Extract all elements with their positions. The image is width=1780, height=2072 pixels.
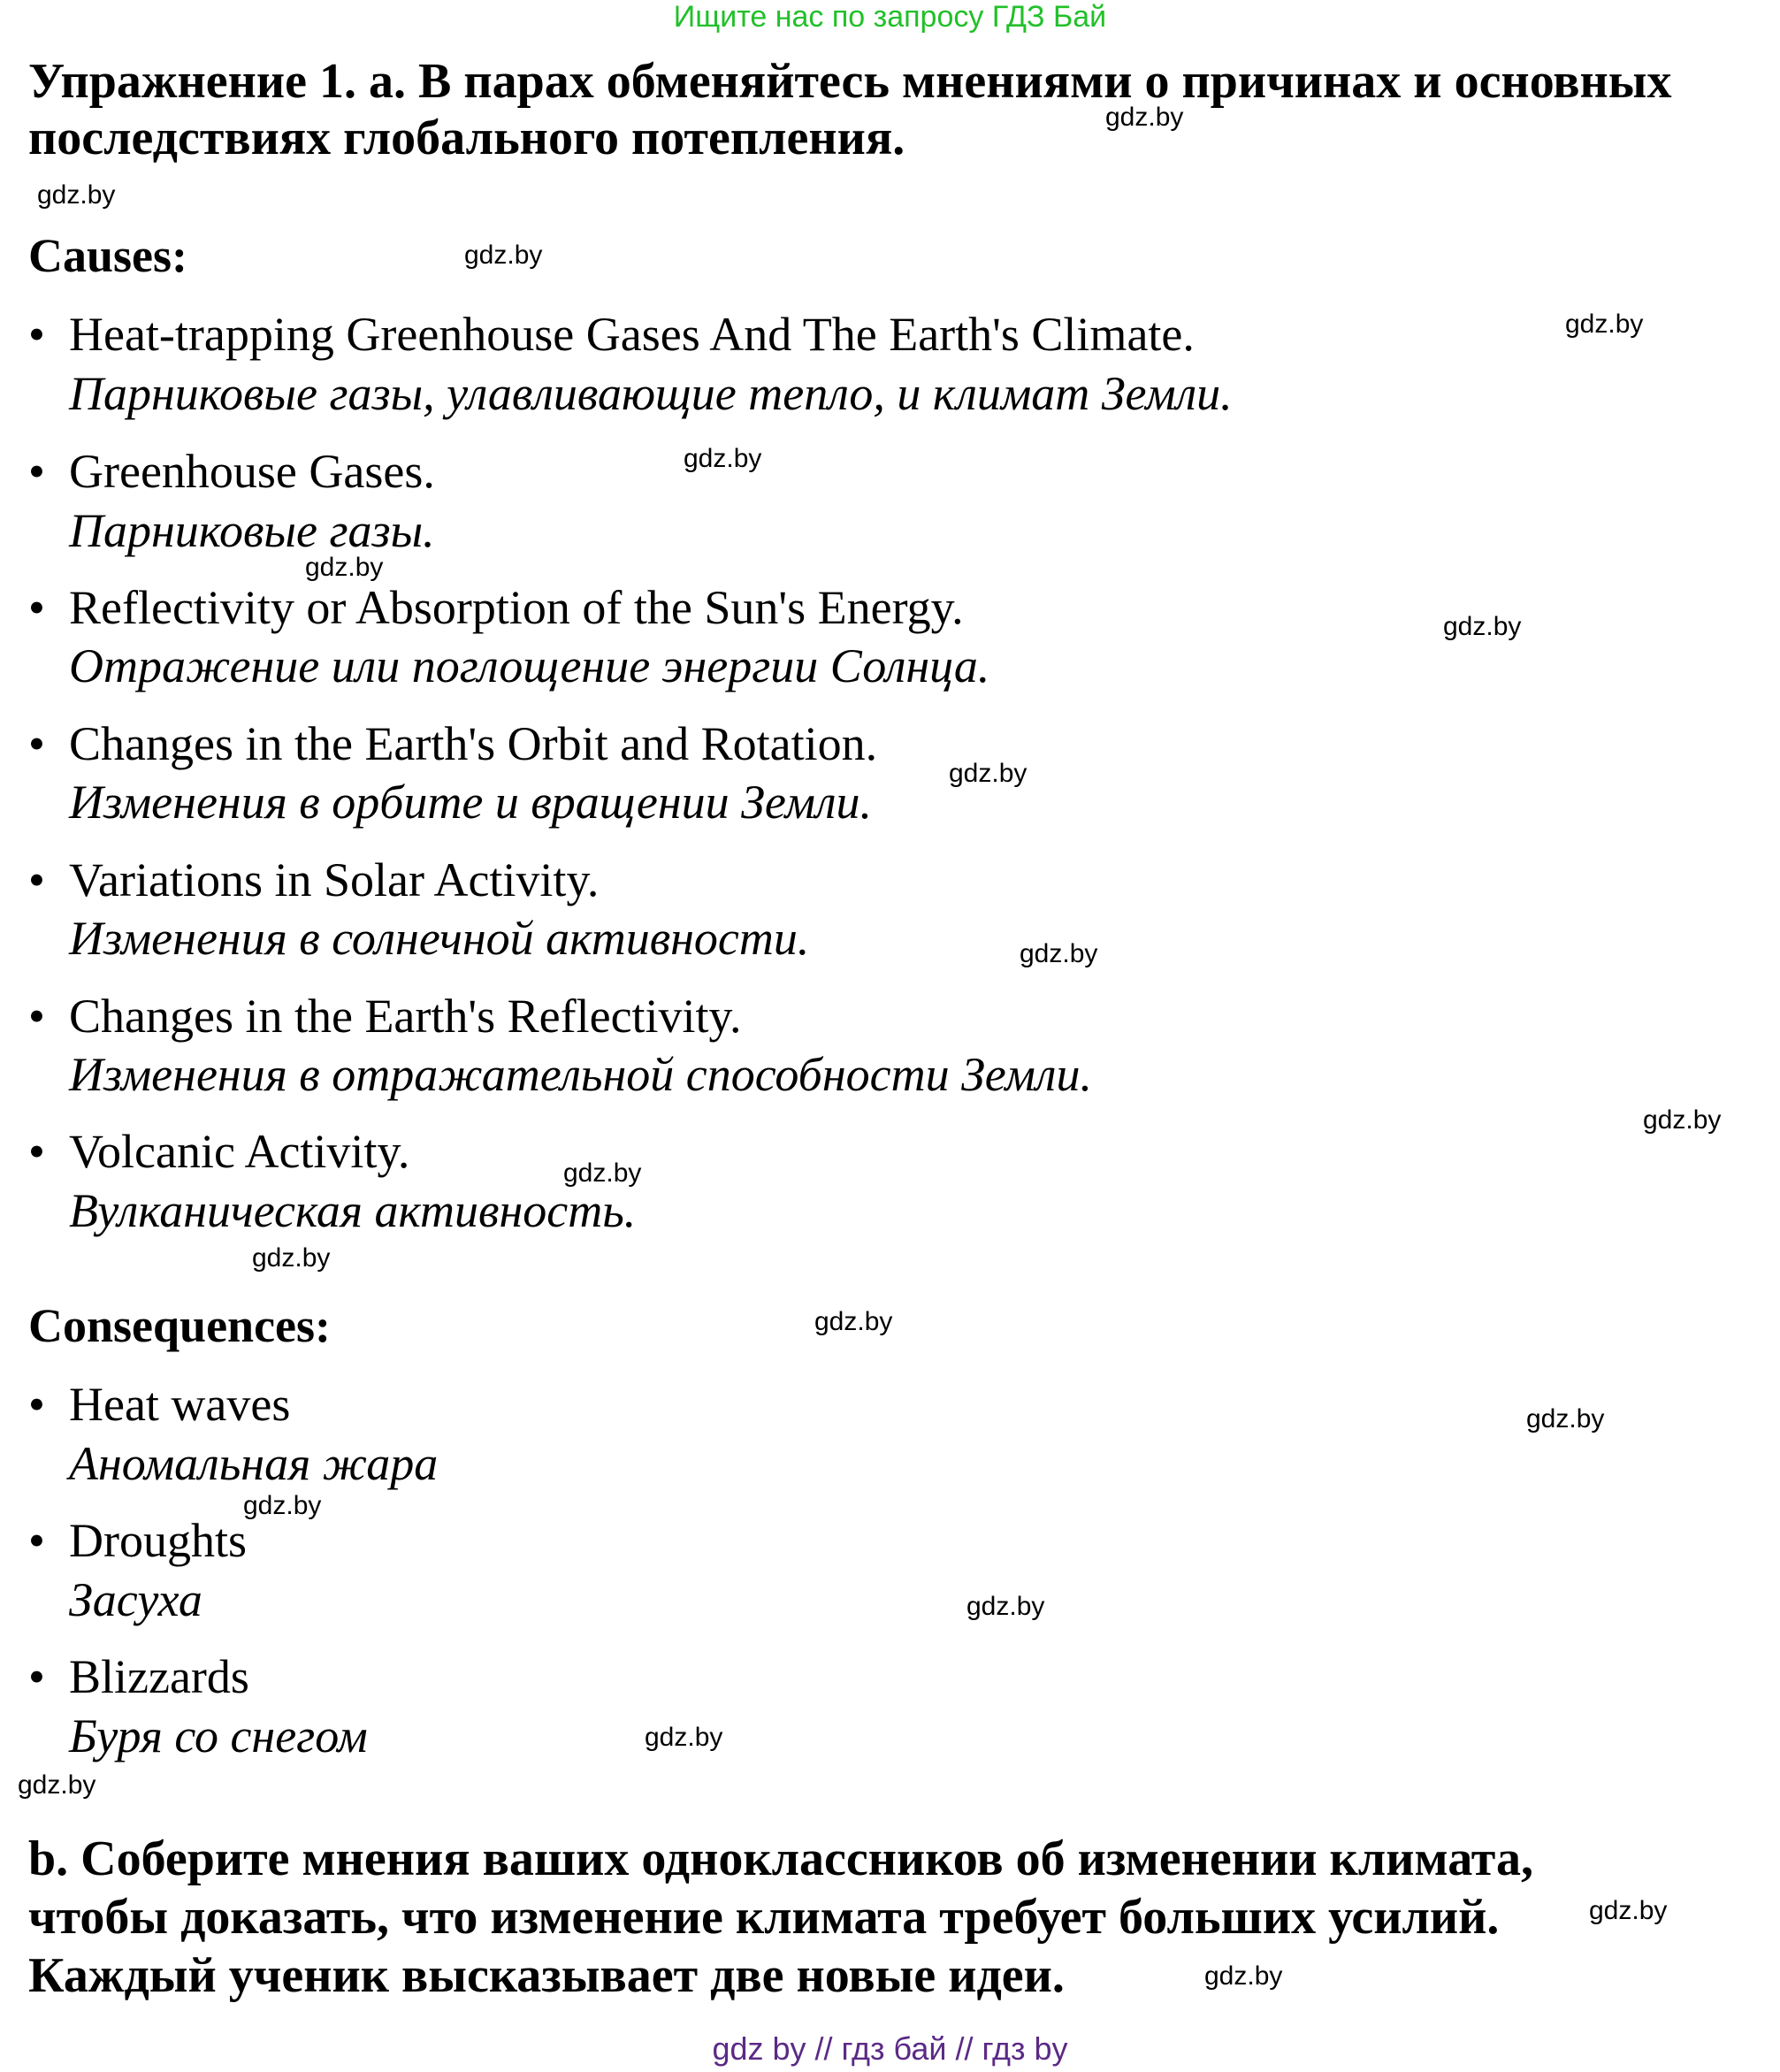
cause-ru: Изменения в отражательной способности Земли. bbox=[69, 1048, 1092, 1101]
cause-ru: Парниковые газы, улавливающие тепло, и климат Земли. bbox=[69, 367, 1233, 420]
cause-ru: Вулканическая активность. bbox=[69, 1184, 637, 1237]
cause-en: Heat-trapping Greenhouse Gases And The Earth's Climate. bbox=[69, 308, 1195, 361]
bullet-icon: • bbox=[28, 581, 45, 634]
bullet-icon: • bbox=[28, 1650, 45, 1703]
watermark: gdz.by bbox=[18, 1770, 96, 1800]
cause-en: Changes in the Earth's Orbit and Rotation. bbox=[69, 717, 878, 770]
bullet-icon: • bbox=[28, 308, 45, 361]
bullet-icon: • bbox=[28, 717, 45, 770]
watermark: gdz.by bbox=[684, 444, 762, 473]
part-b-line2: чтобы доказать, что изменение климата требует больших усилий. bbox=[28, 1890, 1500, 1945]
watermark: gdz.by bbox=[563, 1158, 642, 1188]
bullet-icon: • bbox=[28, 445, 45, 498]
consequences-heading: Consequences: bbox=[28, 1299, 332, 1352]
consequence-en: Heat waves bbox=[69, 1378, 291, 1431]
watermark: gdz.by bbox=[1443, 612, 1522, 641]
watermark: gdz.by bbox=[1020, 939, 1098, 968]
watermark: gdz.by bbox=[243, 1491, 322, 1520]
watermark: gdz.by bbox=[305, 553, 384, 582]
consequence-en: Blizzards bbox=[69, 1650, 249, 1703]
cause-ru: Изменения в солнечной активности. bbox=[69, 912, 810, 965]
bullet-icon: • bbox=[28, 1514, 45, 1567]
footer-links: gdz by // гдз бай // гдз by bbox=[712, 2030, 1068, 2067]
watermark: gdz.by bbox=[1204, 1961, 1283, 1991]
watermark: gdz.by bbox=[949, 759, 1028, 788]
watermark: gdz.by bbox=[1589, 1896, 1668, 1925]
top-banner: Ищите нас по запросу ГДЗ Бай bbox=[673, 0, 1107, 34]
watermark: gdz.by bbox=[645, 1723, 723, 1752]
bullet-icon: • bbox=[28, 1378, 45, 1431]
watermark: gdz.by bbox=[252, 1243, 331, 1273]
exercise-title-line1: Упражнение 1. а. В парах обменяйтесь мнениями о причинах и основных bbox=[28, 54, 1672, 109]
watermark: gdz.by bbox=[814, 1307, 893, 1336]
consequence-ru: Буря со снегом bbox=[69, 1709, 368, 1762]
consequence-ru: Засуха bbox=[69, 1573, 202, 1626]
part-b-line3: Каждый ученик высказывает две новые идеи. bbox=[28, 1948, 1065, 2003]
cause-en: Volcanic Activity. bbox=[69, 1125, 410, 1178]
watermark: gdz.by bbox=[37, 180, 116, 210]
watermark: gdz.by bbox=[1565, 310, 1644, 339]
exercise-title-line2: последствиях глобального потепления. bbox=[28, 111, 905, 165]
cause-en: Greenhouse Gases. bbox=[69, 445, 435, 498]
consequence-ru: Аномальная жара bbox=[69, 1437, 439, 1490]
watermark: gdz.by bbox=[1105, 103, 1184, 132]
cause-en: Changes in the Earth's Reflectivity. bbox=[69, 990, 742, 1043]
cause-en: Reflectivity or Absorption of the Sun's Energy. bbox=[69, 581, 964, 634]
watermark: gdz.by bbox=[1526, 1404, 1605, 1434]
bullet-icon: • bbox=[28, 1125, 45, 1178]
cause-ru: Отражение или поглощение энергии Солнца. bbox=[69, 639, 990, 692]
part-b-line1: b. Соберите мнения ваших одноклассников об изменении климата, bbox=[28, 1831, 1533, 1886]
watermark: gdz.by bbox=[464, 241, 543, 270]
consequence-en: Droughts bbox=[69, 1514, 247, 1567]
cause-en: Variations in Solar Activity. bbox=[69, 853, 600, 906]
watermark: gdz.by bbox=[1643, 1105, 1722, 1135]
bullet-icon: • bbox=[28, 990, 45, 1043]
bullet-icon: • bbox=[28, 853, 45, 906]
cause-ru: Изменения в орбите и вращении Земли. bbox=[69, 776, 873, 829]
cause-ru: Парниковые газы. bbox=[69, 504, 435, 557]
watermark: gdz.by bbox=[966, 1592, 1045, 1621]
causes-heading: Causes: bbox=[28, 229, 188, 282]
